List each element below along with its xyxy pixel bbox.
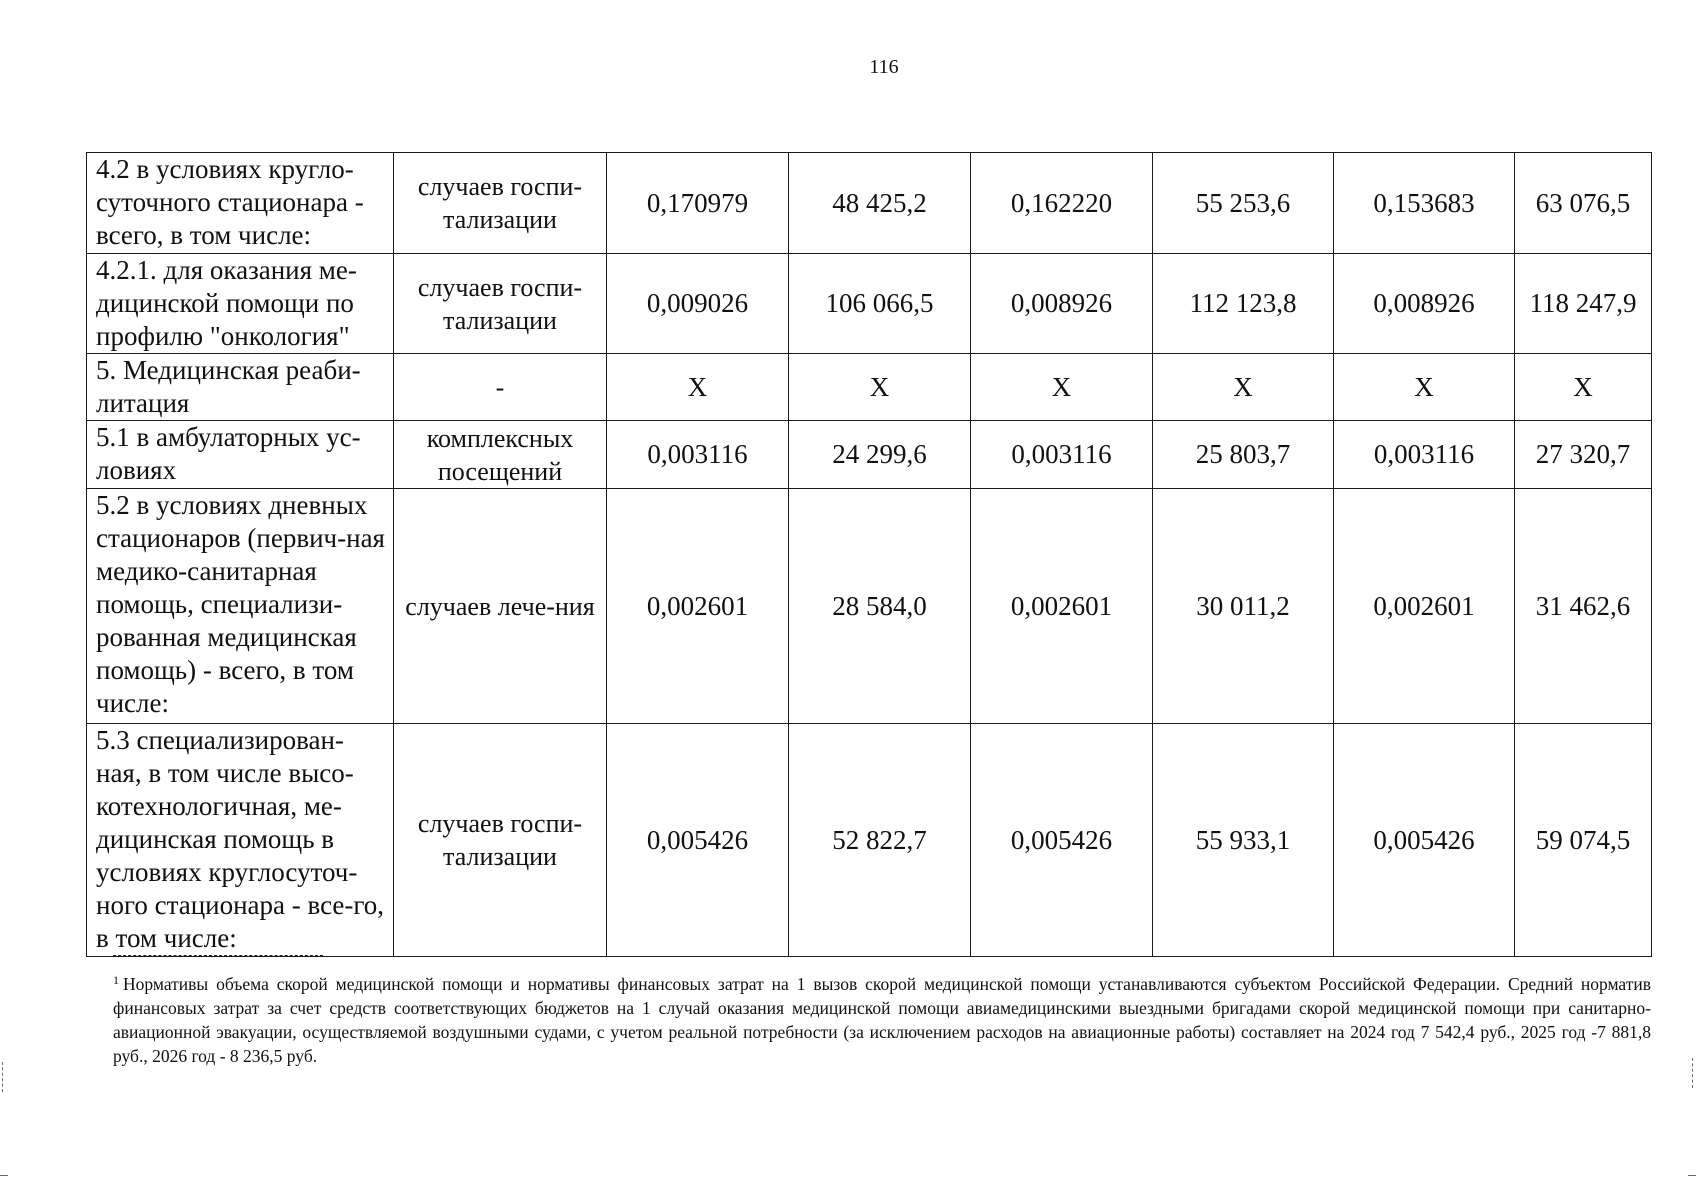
- row-unit: -: [394, 354, 607, 421]
- value-cell: 0,002601: [1334, 489, 1515, 724]
- footnote-separator: [113, 955, 323, 956]
- left-edge-mark: [2, 1062, 5, 1092]
- row-label: 4.2.1. для оказания ме-дицинской помощи по профилю "онкология": [87, 254, 394, 354]
- footnote-text: Нормативы объема скорой медицинской помощи и нормативы финансовых затрат на 1 вызов скорой медицинской помощи устанавливаются субъектом Российской Федерации. Средний норматив финансовых затрат за счет средств соответствующих бюджетов на 1 случай оказания медицинской помощи авиамедицинскими выездными бригадами скорой медицинской помощи при санитарно-авиационной эвакуации, осуществляемой воздушными судами, с учетом реальной потребности (за исключением расходов на авиационные работы) составляет на 2024 год 7 542,4 руб., 2025 год -7 881,8 руб., 2026 год - 8 236,5 руб.: [113, 974, 1651, 1066]
- value-cell: 24 299,6: [789, 421, 971, 489]
- value-cell: 31 462,6: [1515, 489, 1652, 724]
- value-cell: 0,162220: [971, 153, 1153, 254]
- value-cell: 55 253,6: [1153, 153, 1334, 254]
- value-cell: 0,005426: [971, 724, 1153, 957]
- table-row: [87, 354, 1652, 421]
- value-cell: 0,008926: [971, 254, 1153, 354]
- row-unit: случаев лече-ния: [394, 489, 607, 724]
- page-number: 116: [869, 56, 899, 78]
- right-edge-mark: [1692, 1058, 1695, 1088]
- table-row: [87, 254, 1652, 354]
- table-row: [87, 153, 1652, 254]
- value-cell: 0,005426: [1334, 724, 1515, 957]
- value-cell: 0,002601: [607, 489, 789, 724]
- table-row: [87, 489, 1652, 724]
- row-label: 5. Медицинская реаби-литация: [87, 354, 394, 421]
- row-unit: комплексных посещений: [394, 421, 607, 489]
- row-label: 5.2 в условиях дневных стационаров (первич-ная медико-санитарная помощь, специализи-рованная медицинская помощь) - всего, в том числе:: [87, 489, 394, 724]
- value-cell: 52 822,7: [789, 724, 971, 957]
- value-cell: 0,005426: [607, 724, 789, 957]
- value-cell: 59 074,5: [1515, 724, 1652, 957]
- table-row: [87, 421, 1652, 489]
- footnote-marker: 1: [113, 973, 119, 987]
- value-cell: 48 425,2: [789, 153, 971, 254]
- norms-table: [86, 152, 1652, 957]
- value-cell: 0,003116: [1334, 421, 1515, 489]
- value-cell: 63 076,5: [1515, 153, 1652, 254]
- right-edge-tick: [1688, 1175, 1696, 1176]
- value-cell: 0,002601: [971, 489, 1153, 724]
- row-label: 5.3 специализирован-ная, в том числе высо-котехнологичная, ме-дицинская помощь в условиях круглосуточ-ного стационара - все-го, в том числе:: [87, 724, 394, 957]
- row-label: 4.2 в условиях кругло-суточного стационара - всего, в том числе:: [87, 153, 394, 254]
- row-label: 5.1 в амбулаторных ус-ловиях: [87, 421, 394, 489]
- row-unit: случаев госпи-тализации: [394, 724, 607, 957]
- value-cell: 28 584,0: [789, 489, 971, 724]
- value-cell: X: [607, 354, 789, 421]
- value-cell: 0,170979: [607, 153, 789, 254]
- value-cell: X: [1515, 354, 1652, 421]
- left-edge-tick: [0, 1175, 8, 1176]
- value-cell: X: [1153, 354, 1334, 421]
- value-cell: 0,009026: [607, 254, 789, 354]
- footnote: [113, 972, 1651, 1068]
- value-cell: 30 011,2: [1153, 489, 1334, 724]
- value-cell: 0,153683: [1334, 153, 1515, 254]
- value-cell: X: [789, 354, 971, 421]
- value-cell: 0,008926: [1334, 254, 1515, 354]
- value-cell: 118 247,9: [1515, 254, 1652, 354]
- row-unit: случаев госпи-тализации: [394, 254, 607, 354]
- value-cell: 106 066,5: [789, 254, 971, 354]
- value-cell: 27 320,7: [1515, 421, 1652, 489]
- value-cell: X: [971, 354, 1153, 421]
- row-unit: случаев госпи-тализации: [394, 153, 607, 254]
- value-cell: 25 803,7: [1153, 421, 1334, 489]
- value-cell: 55 933,1: [1153, 724, 1334, 957]
- table-row: [87, 724, 1652, 957]
- value-cell: 0,003116: [971, 421, 1153, 489]
- value-cell: X: [1334, 354, 1515, 421]
- value-cell: 0,003116: [607, 421, 789, 489]
- value-cell: 112 123,8: [1153, 254, 1334, 354]
